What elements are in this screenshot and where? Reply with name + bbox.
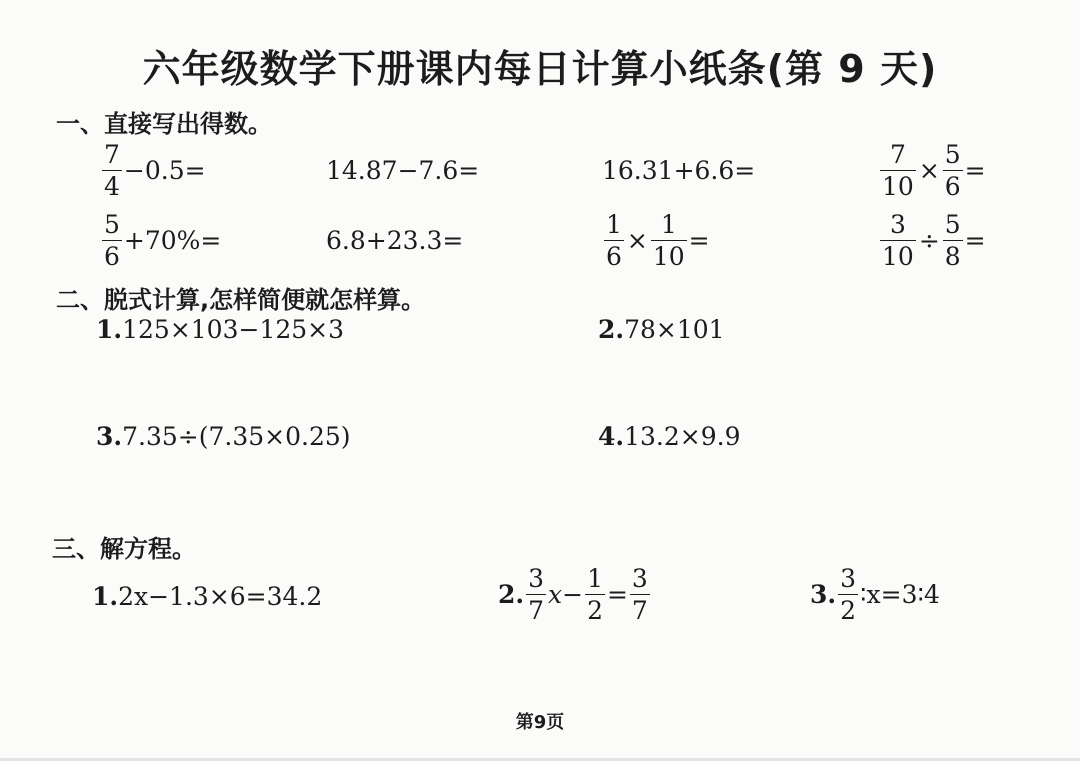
fraction: $\frac{7}{4}$ xyxy=(104,140,120,201)
section-2-heading: 二、脱式计算,怎样简便就怎样算。 xyxy=(56,286,426,314)
s2-item-4: 4. 13.2×9.9 xyxy=(598,422,741,451)
s1-item-8: $\frac{3}{10}$ ÷ $\frac{5}{8}$ = xyxy=(882,210,986,271)
s3-eq-2: 2. $\frac{3}{7}$ x− $\frac{1}{2}$ = $\frac{3}{7}$ xyxy=(498,564,648,625)
fraction: $\frac{3}{10}$ xyxy=(882,210,914,271)
section-3-heading: 三、解方程。 xyxy=(52,535,196,563)
s1-item-3: 16.31+6.6= xyxy=(602,156,756,185)
s1-item-1: $\frac{7}{4}$ −0.5= xyxy=(104,140,206,201)
fraction: $\frac{5}{6}$ xyxy=(104,210,120,271)
fraction: $\frac{1}{10}$ xyxy=(652,210,685,271)
fraction: $\frac{3}{2}$ xyxy=(840,564,857,625)
page-number: 第9页 xyxy=(515,712,565,733)
fraction: $\frac{5}{8}$ xyxy=(944,210,961,271)
s1-item-2: 14.87−7.6= xyxy=(326,156,480,185)
fraction: $\frac{1}{2}$ xyxy=(587,564,603,625)
s2-item-2: 2. 78×101 xyxy=(598,315,725,344)
s1-item-7: $\frac{1}{6}$ × $\frac{1}{10}$ = xyxy=(606,210,710,271)
section-1-heading: 一、直接写出得数。 xyxy=(56,110,272,138)
fraction: $\frac{7}{10}$ xyxy=(882,140,914,201)
page-title: 六年级数学下册课内每日计算小纸条(第 9 天) xyxy=(142,47,938,91)
fraction: $\frac{3}{7}$ xyxy=(528,564,545,625)
s2-item-1: 1. 125×103−125×3 xyxy=(96,315,345,344)
s1-item-4: $\frac{7}{10}$ × $\frac{5}{6}$ = xyxy=(882,140,986,201)
s1-item-5: $\frac{5}{6}$ +70%= xyxy=(104,210,222,271)
fraction: $\frac{5}{6}$ xyxy=(944,140,961,201)
s3-eq-3: 3. $\frac{3}{2}$ ∶x=3∶4 xyxy=(810,564,940,625)
s1-item-6: 6.8+23.3= xyxy=(326,226,464,255)
fraction: $\frac{3}{7}$ xyxy=(631,564,648,625)
fraction: $\frac{1}{6}$ xyxy=(606,210,622,271)
s2-item-3: 3. 7.35÷(7.35×0.25) xyxy=(96,422,351,451)
s3-eq-1: 1. 2x−1.3×6=34.2 xyxy=(92,582,323,611)
